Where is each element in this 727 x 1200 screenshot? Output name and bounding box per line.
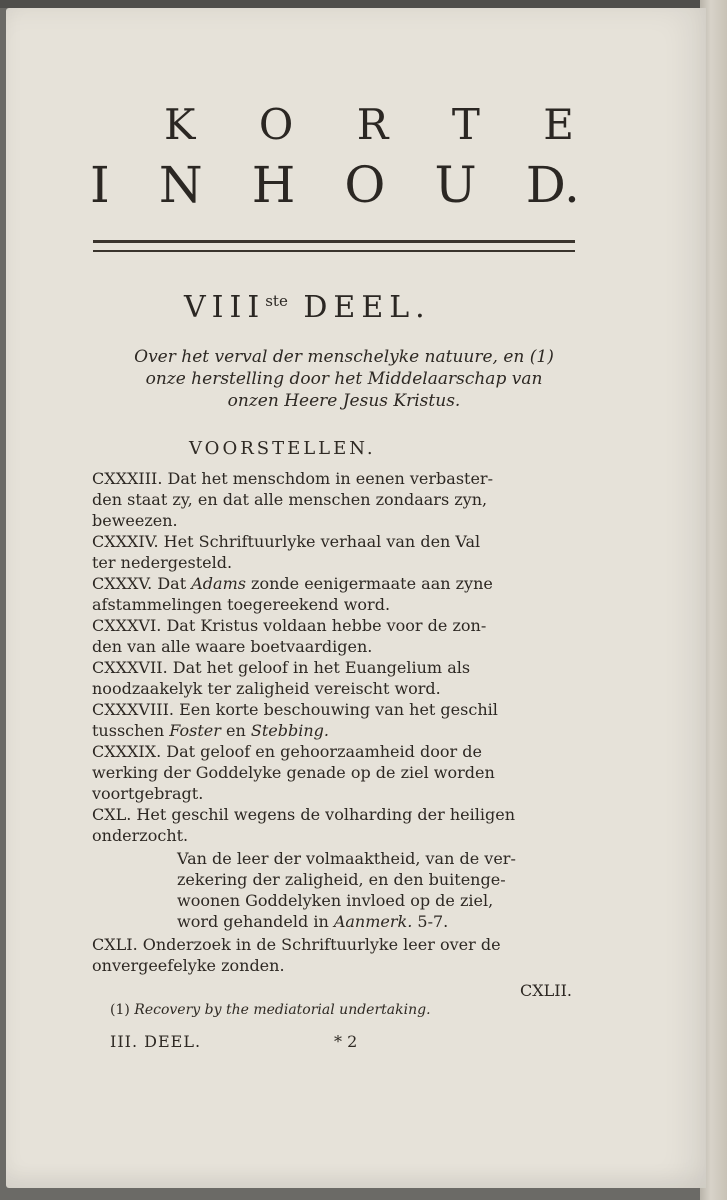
note-line: Van de leer der volmaaktheid, van de ver- [177, 849, 516, 868]
note-emphasis: Aanmerk. [333, 912, 413, 931]
item-text: en [220, 721, 251, 740]
list-item [92, 699, 582, 741]
deel-ordinal: ste [265, 292, 288, 310]
footnote-marker: (1) [110, 1002, 130, 1018]
footnote [110, 1002, 431, 1018]
item-line [92, 573, 582, 594]
list-item [92, 804, 582, 846]
propositions-heading: VOORSTELLEN. [189, 438, 376, 459]
propositions-list [92, 468, 582, 1001]
item-line: den staat zy, en dat alle menschen zondaars zyn, [92, 490, 488, 509]
item-line: werking der Goddelyke genade op de ziel worden [92, 763, 495, 782]
title-letter: H [251, 156, 296, 214]
title-letter: O [344, 156, 386, 214]
list-item [92, 657, 582, 699]
catchword: CXLII. [520, 981, 572, 1000]
deel-number: VIII [184, 290, 266, 325]
title-letter: O [258, 100, 294, 149]
section-subtitle [104, 346, 584, 412]
title-letter: D. [525, 156, 580, 214]
note-text: 5-7. [412, 912, 449, 931]
title-letter: N [158, 156, 203, 214]
title-letter: I [90, 156, 110, 214]
signature-mark: * 2 [334, 1032, 358, 1051]
note-line: woonen Goddelyken invloed op de ziel, [177, 891, 494, 910]
list-item [92, 468, 582, 531]
item-line: CXXXIII. Dat het menschdom in eenen verbaster- [92, 469, 493, 488]
item-line: CXXXVII. Dat het geloof in het Euangelium als [92, 658, 471, 677]
list-item [92, 615, 582, 657]
list-item [92, 573, 582, 615]
title-letter: T [451, 100, 480, 149]
list-item [92, 741, 582, 804]
item-line [92, 720, 582, 741]
item-line: onvergeefelyke zonden. [92, 956, 285, 975]
subtitle-line: onzen Heere Jesus Kristus. [227, 391, 461, 411]
book-page [6, 8, 706, 1188]
item-line: CXXXVIII. Een korte beschouwing van het geschil [92, 700, 498, 719]
item-text: tusschen [92, 721, 170, 740]
title-letter: U [434, 156, 477, 214]
subtitle-line: Over het verval der menschelyke natuure, en (1) [134, 347, 554, 367]
item-emphasis: Stebbing. [250, 721, 329, 740]
item-emphasis: Foster [169, 721, 221, 740]
page-content [6, 8, 706, 1188]
volume-label: III. DEEL. [110, 1032, 202, 1051]
item-line: beweezen. [92, 511, 178, 530]
item-emphasis: Adams [191, 574, 246, 593]
note-line [177, 911, 582, 932]
subtitle-line: onze herstelling door het Middelaarschap van [145, 369, 543, 389]
note-line: zekering der zaligheid, en den buitenge- [177, 870, 506, 889]
item-line: CXLI. Onderzoek in de Schriftuurlyke leer over de [92, 935, 501, 954]
title-letter: R [356, 100, 389, 149]
item-line: afstammelingen toegereekend word. [92, 595, 391, 614]
title-korte [164, 100, 574, 149]
title-inhoud [90, 156, 580, 214]
item-line: CXXXIV. Het Schriftuurlyke verhaal van den Val [92, 532, 481, 551]
indented-note [92, 848, 582, 932]
ornamental-rule [93, 240, 575, 252]
item-line: CXL. Het geschil wegens de volharding der heiligen [92, 805, 516, 824]
deel-word: DEEL. [303, 290, 431, 325]
item-text: CXXXV. Dat [92, 574, 192, 593]
item-line: onderzocht. [92, 826, 189, 845]
item-line: den van alle waare boetvaardigen. [92, 637, 373, 656]
list-item [92, 531, 582, 573]
item-line: noodzaakelyk ter zaligheid vereischt word. [92, 679, 441, 698]
item-text: zonde eenigermaate aan zyne [245, 574, 493, 593]
title-letter: K [164, 100, 196, 149]
item-line: voortgebragt. [92, 784, 204, 803]
note-text: word gehandeld in [177, 912, 334, 931]
list-item [92, 934, 582, 976]
title-letter: E [543, 100, 574, 149]
item-line: CXXXVI. Dat Kristus voldaan hebbe voor de zon- [92, 616, 487, 635]
section-heading [184, 290, 431, 325]
item-line: ter nedergesteld. [92, 553, 233, 572]
page-top-edge [0, 0, 727, 8]
footnote-text: Recovery by the mediatorial undertaking. [134, 1002, 431, 1018]
item-line: CXXXIX. Dat geloof en gehoorzaamheid door de [92, 742, 482, 761]
